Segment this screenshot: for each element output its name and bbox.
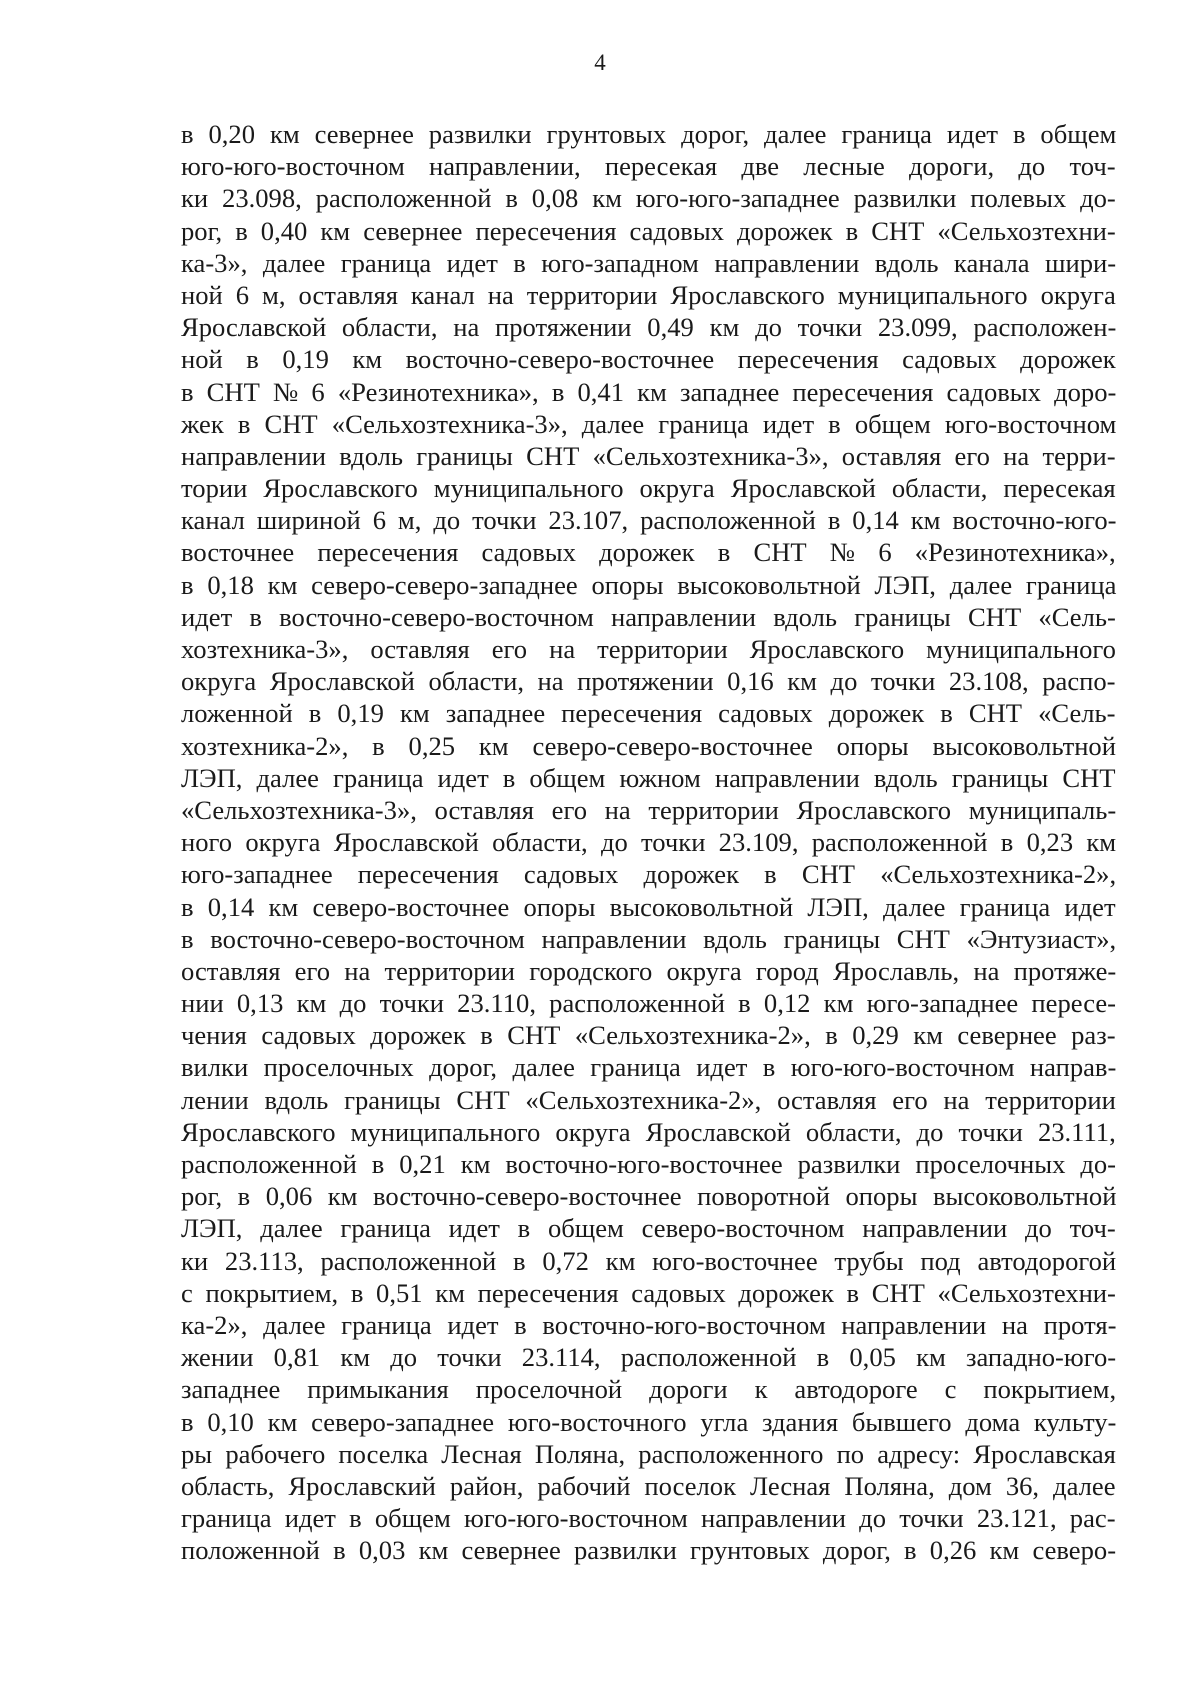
text-line: в 0,20 км севернее развилки грунтовых дорог, далее граница идет в общем [181,119,1117,149]
text-line: ка-3», далее граница идет в юго-западном направлении вдоль канала шири- [181,247,1117,278]
text-line: в 0,14 км северо-восточнее опоры высоковольтной ЛЭП, далее граница идет [181,891,1116,922]
text-line: хозтехника-3», оставляя его на территории Ярославского муниципального [181,634,1116,664]
text-line: ной в 0,19 км восточно-северо-восточнее пересечения садовых дорожек [181,344,1116,375]
text-line: рог, в 0,40 км севернее пересечения садовых дорожек в СНТ «Сельхозтехни- [181,215,1116,246]
text-line: ложенной в 0,19 км западнее пересечения садовых дорожек в СНТ «Сель- [181,698,1116,729]
text-line: юго-юго-восточном направлении, пересекая две лесные дороги, до точ- [181,151,1116,182]
text-line: ЛЭП, далее граница идет в общем северо-восточном направлении до точ- [181,1213,1116,1244]
text-line: западнее примыкания проселочной дороги к автодороге с покрытием, [181,1374,1117,1405]
text-line: округа Ярославской области, на протяжении 0,16 км до точки 23.108, распо- [181,666,1116,697]
text-line: ной 6 м, оставляя канал на территории Ярославского муниципального округа [181,279,1116,310]
text-line: граница идет в общем юго-юго-восточном направлении до точки 23.121, рас- [181,1503,1116,1534]
text-line: в 0,18 км северо-северо-западнее опоры высоковольтной ЛЭП, далее граница [181,569,1117,600]
text-line: оставляя его на территории городского округа город Ярославль, на протяже- [181,955,1117,986]
text-line: в 0,10 км северо-западнее юго-восточного угла здания бывшего дома культу- [181,1406,1117,1437]
text-line: нии 0,13 км до точки 23.110, расположенной в 0,12 км юго-западнее пересе- [181,988,1117,1019]
page-number: 4 [594,50,606,75]
text-line: «Сельхозтехника-3», оставляя его на территории Ярославского муниципаль- [181,794,1117,825]
text-line: идет в восточно-северо-восточном направлении вдоль границы СНТ «Сель- [181,601,1116,632]
text-line: ЛЭП, далее граница идет в общем южном направлении вдоль границы СНТ [181,762,1116,793]
text-line: положенной в 0,03 км севернее развилки грунтовых дорог, в 0,26 км северо- [181,1535,1117,1566]
text-line: тории Ярославского муниципального округа Ярославской области, пересекая [181,473,1116,504]
text-line: чения садовых дорожек в СНТ «Сельхозтехника-2», в 0,29 км севернее раз- [181,1020,1116,1051]
text-line: в СНТ № 6 «Резинотехника», в 0,41 км западнее пересечения садовых доро- [181,376,1117,407]
text-line: Ярославского муниципального округа Ярославской области, до точки 23.111, [181,1116,1116,1147]
text-line: область, Ярославский район, рабочий поселок Лесная Поляна, дом 36, далее [181,1470,1116,1501]
text-line: ного округа Ярославской области, до точки 23.109, расположенной в 0,23 км [181,827,1117,858]
text-line: Ярославской области, на протяжении 0,49 км до точки 23.099, расположен- [181,312,1117,343]
text-line: жении 0,81 км до точки 23.114, расположенной в 0,05 км западно-юго- [181,1342,1117,1373]
text-line: лении вдоль границы СНТ «Сельхозтехника-2», оставляя его на территории [181,1084,1116,1115]
body-paragraph [181,118,1116,1566]
text-line: направлении вдоль границы СНТ «Сельхозтехника-3», оставляя его на терри- [181,440,1116,471]
text-line: ки 23.113, расположенной в 0,72 км юго-восточнее трубы под автодорогой [181,1245,1117,1276]
text-line: канал шириной 6 м, до точки 23.107, расположенной в 0,14 км восточно-юго- [181,505,1117,536]
text-line: с покрытием, в 0,51 км пересечения садовых дорожек в СНТ «Сельхозтехни- [181,1277,1116,1308]
text-line: вилки проселочных дорог, далее граница идет в юго-юго-восточном направ- [181,1052,1117,1083]
text-line: юго-западнее пересечения садовых дорожек в СНТ «Сельхозтехника-2», [181,859,1117,890]
text-line: ры рабочего поселка Лесная Поляна, расположенного по адресу: Ярославская [181,1438,1116,1469]
text-line: расположенной в 0,21 км восточно-юго-восточнее развилки проселочных до- [181,1149,1117,1179]
text-line: ка-2», далее граница идет в восточно-юго-восточном направлении на протя- [181,1309,1117,1340]
text-line: ки 23.098, расположенной в 0,08 км юго-юго-западнее развилки полевых до- [181,183,1116,214]
text-line: жек в СНТ «Сельхозтехника-3», далее граница идет в общем юго-восточном [181,408,1117,439]
text-line: рог, в 0,06 км восточно-северо-восточнее поворотной опоры высоковольтной [181,1181,1117,1212]
text-line: восточнее пересечения садовых дорожек в СНТ № 6 «Резинотехника», [181,537,1116,568]
text-line: в восточно-северо-восточном направлении вдоль границы СНТ «Энтузиаст», [181,923,1117,954]
text-line: хозтехника-2», в 0,25 км северо-северо-восточнее опоры высоковольтной [181,730,1116,761]
